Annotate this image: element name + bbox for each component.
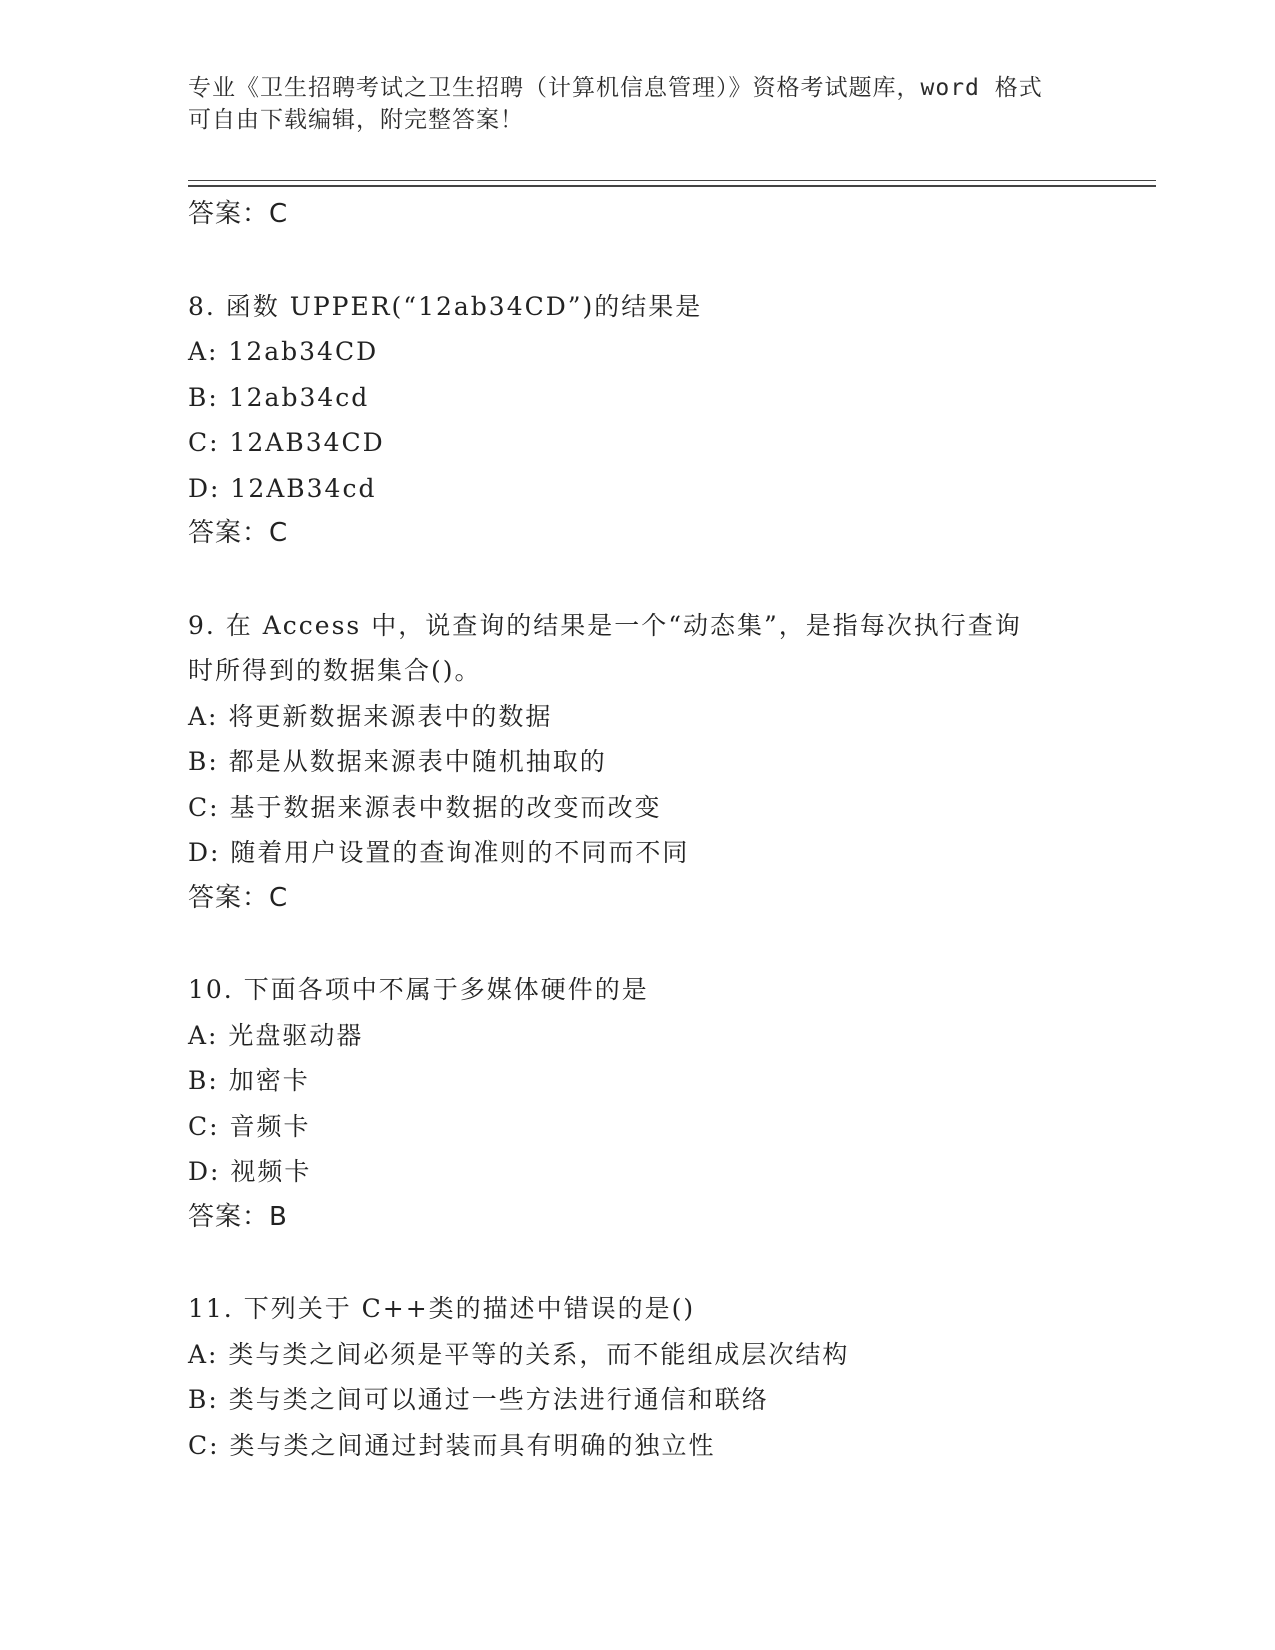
question-text-continued: 时所得到的数据集合()。 [188,656,482,685]
answer-line: 答案：C [188,518,289,548]
question-text: 8. 函数 UPPER(“12ab34CD”)的结果是 [188,291,703,321]
option-c: C: 基于数据来源表中数据的改变而改变 [188,792,662,822]
document-header [188,72,1088,136]
option-a: A: 将更新数据来源表中的数据 [188,701,553,731]
answer-line: 答案：C [188,882,289,913]
spacer [188,238,1148,284]
option-d: D: 12AB34cd [188,473,377,503]
option-a: A: 类与类之间必须是平等的关系，而不能组成层次结构 [188,1339,850,1369]
spacer [188,1240,1148,1286]
option-d: D: 随着用户设置的查询准则的不同而不同 [188,838,690,867]
question-text: 11. 下列关于 C++类的描述中错误的是() [188,1294,696,1323]
spacer [188,557,1148,603]
answer-line: 答案：B [188,1201,288,1232]
option-a: A: 光盘驱动器 [188,1020,364,1050]
header-divider-thin [188,180,1156,181]
option-b: B: 12ab34cd [188,382,370,412]
answer-line: 答案：C [188,199,289,229]
option-b: B: 都是从数据来源表中随机抽取的 [188,747,607,776]
question-list [188,192,1148,1468]
option-d: D: 视频卡 [188,1157,312,1186]
spacer [188,921,1148,967]
option-b: B: 类与类之间可以通过一些方法进行通信和联络 [188,1385,769,1414]
header-divider-thick [188,185,1156,187]
question-text: 10. 下面各项中不属于多媒体硬件的是 [188,975,649,1004]
option-b: B: 加密卡 [188,1066,310,1095]
option-c: C: 类与类之间通过封装而具有明确的独立性 [188,1430,716,1460]
question-text: 9. 在 Access 中，说查询的结果是一个“动态集”，是指每次执行查询 [188,610,1022,640]
option-a: A: 12ab34CD [188,337,379,366]
option-c: C: 音频卡 [188,1111,311,1141]
option-c: C: 12AB34CD [188,428,385,457]
header-line-1: 专业《卫生招聘考试之卫生招聘（计算机信息管理）》资格考试题库，word 格式 [188,75,1043,101]
header-line-2: 可自由下载编辑，附完整答案！ [188,107,524,133]
